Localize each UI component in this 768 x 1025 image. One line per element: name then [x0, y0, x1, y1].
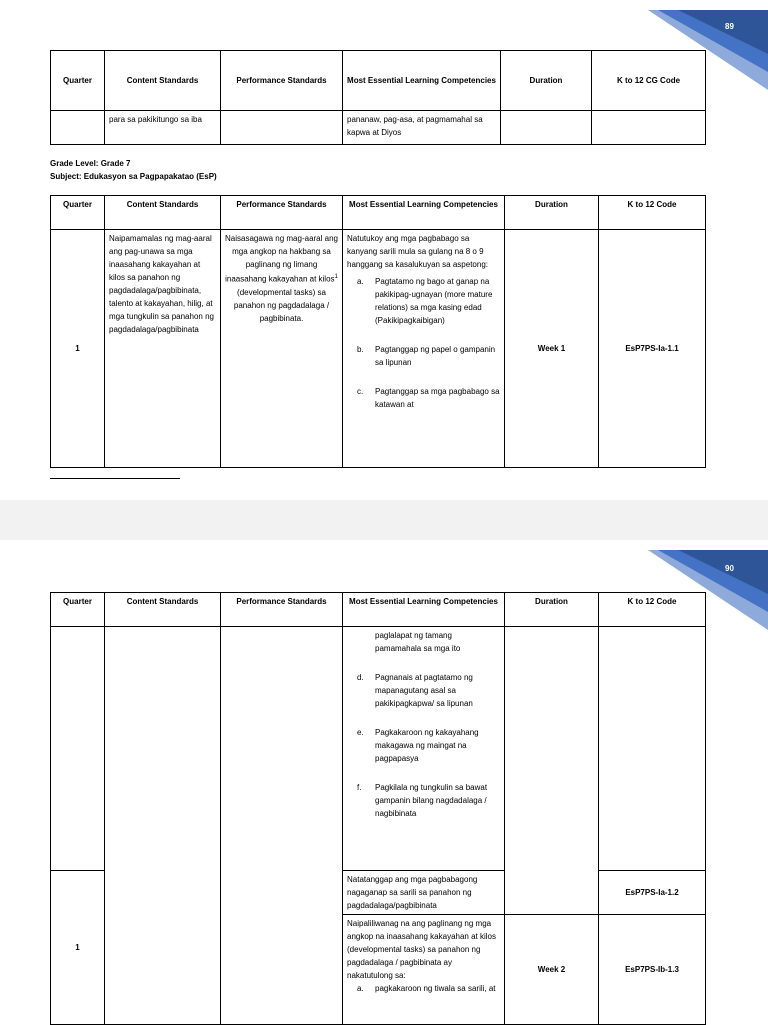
list-item: c. Pagtanggap sa mga pagbabago sa katawan at [357, 387, 500, 409]
header-code: K to 12 CG Code [592, 51, 706, 111]
performance-text: Naisasagawa ng mag-aaral ang mga angkop na hakbang sa paglinang ng limang inaasahang kakayahan at kilos [225, 234, 338, 284]
header-duration: Duration [505, 196, 599, 230]
list-item: e. Pagkakaroon ng kakayahang makagawa ng maingat na pagpapasya [357, 728, 479, 763]
header-quarter: Quarter [51, 51, 105, 111]
page-number: 89 [725, 22, 734, 31]
cell-quarter [51, 627, 105, 871]
header-quarter: Quarter [51, 196, 105, 230]
melc-list [347, 629, 500, 820]
cell-melc: pananaw, pag-asa, at pagmamahal sa kapwa at Diyos [343, 111, 501, 145]
cell-code: EsP7PS-Ia-1.2 [599, 871, 706, 915]
subject: Subject: Edukasyon sa Pagpapakatao (EsP) [50, 172, 217, 181]
list-item: b. Pagtanggap ng papel o gampanin sa lipunan [357, 345, 496, 367]
grade-level: Grade Level: Grade 7 [50, 159, 131, 168]
cell-quarter: 1 [51, 230, 105, 468]
header-code: K to 12 Code [599, 196, 706, 230]
list-item: a. Pagtatamo ng bago at ganap na pakikipag-ugnayan (more mature relations) sa mga kasing edad (Pakikipagkaibigan) [357, 277, 493, 325]
footnote-mark: 1 [334, 274, 338, 280]
cell-duration: Week 1 [505, 230, 599, 468]
cell-code [599, 627, 706, 871]
cell-performance [221, 230, 343, 468]
performance-text-cont: (developmental tasks) sa panahon ng pagdadalaga / pagbibinata. [233, 287, 330, 323]
cell-code: EsP7PS-Ia-1.1 [599, 230, 706, 468]
cell-duration: Week 2 [505, 915, 599, 1025]
cell-content [105, 627, 221, 1025]
header-performance-standards: Performance Standards [221, 51, 343, 111]
cell-content: para sa pakikitungo sa iba [105, 111, 221, 145]
melc-intro: Naipaliliwanag na ang paglinang ng mga angkop na inaasahang kakayahan at kilos (developmental tasks) sa panahon ng pagdadalaga / pagbibinata ay nakatutulong sa: [347, 919, 496, 980]
header-duration: Duration [501, 51, 592, 111]
cell-melc [343, 915, 505, 1025]
page-gap [0, 500, 768, 540]
header-performance-standards: Performance Standards [221, 196, 343, 230]
cell-quarter: 1 [51, 871, 105, 1025]
list-item: paglalapat ng tamang pamamahala sa mga ito [375, 631, 461, 653]
header-content-standards: Content Standards [105, 196, 221, 230]
cell-melc [343, 230, 505, 468]
cell-performance [221, 627, 343, 1025]
cell-code: EsP7PS-Ib-1.3 [599, 915, 706, 1025]
esp-table [50, 195, 706, 468]
header-code: K to 12 Code [599, 593, 706, 627]
cell-duration [501, 111, 592, 145]
cell-duration [505, 627, 599, 915]
cell-melc [343, 627, 505, 871]
header-duration: Duration [505, 593, 599, 627]
header-melc: Most Essential Learning Competencies [343, 51, 501, 111]
cell-quarter [51, 111, 105, 145]
list-item: d. Pagnanais at pagtatamo ng mapanagutang asal sa pakikipagkapwa/ sa lipunan [357, 673, 473, 708]
page-89 [0, 0, 768, 500]
continued-table [50, 50, 706, 145]
cell-melc: Natatanggap ang mga pagbabagong nagaganap sa sarili sa panahon ng pagdadalaga/pagbibinata [343, 871, 505, 915]
footnote-separator [50, 478, 180, 479]
header-melc: Most Essential Learning Competencies [343, 593, 505, 627]
cell-content: Naipamamalas ng mag-aaral ang pag-unawa sa mga inaasahang kakayahan at kilos sa panahon ng pagdadalaga/pagbibinata, talento at kakayahan, hilig, at mga tungkulin sa panahon ng pagdadalaga/pagbibinata [105, 230, 221, 468]
page-number: 90 [725, 564, 734, 573]
header-content-standards: Content Standards [105, 51, 221, 111]
header-quarter: Quarter [51, 593, 105, 627]
melc-list [347, 982, 500, 995]
header-melc: Most Essential Learning Competencies [343, 196, 505, 230]
list-item: f. Pagkilala ng tungkulin sa bawat gampanin bilang nagdadalaga / nagbibinata [357, 783, 488, 818]
melc-list [347, 275, 500, 411]
cell-code [592, 111, 706, 145]
melc-intro: Natutukoy ang mga pagbabago sa kanyang sarili mula sa gulang na 8 o 9 hanggang sa kasalukuyan sa aspetong: [347, 234, 488, 269]
list-item: a. pagkakaroon ng tiwala sa sarili, at [357, 984, 496, 993]
header-performance-standards: Performance Standards [221, 593, 343, 627]
esp-table-continued [50, 592, 706, 1025]
cell-performance [221, 111, 343, 145]
page-90 [0, 540, 768, 1024]
header-content-standards: Content Standards [105, 593, 221, 627]
